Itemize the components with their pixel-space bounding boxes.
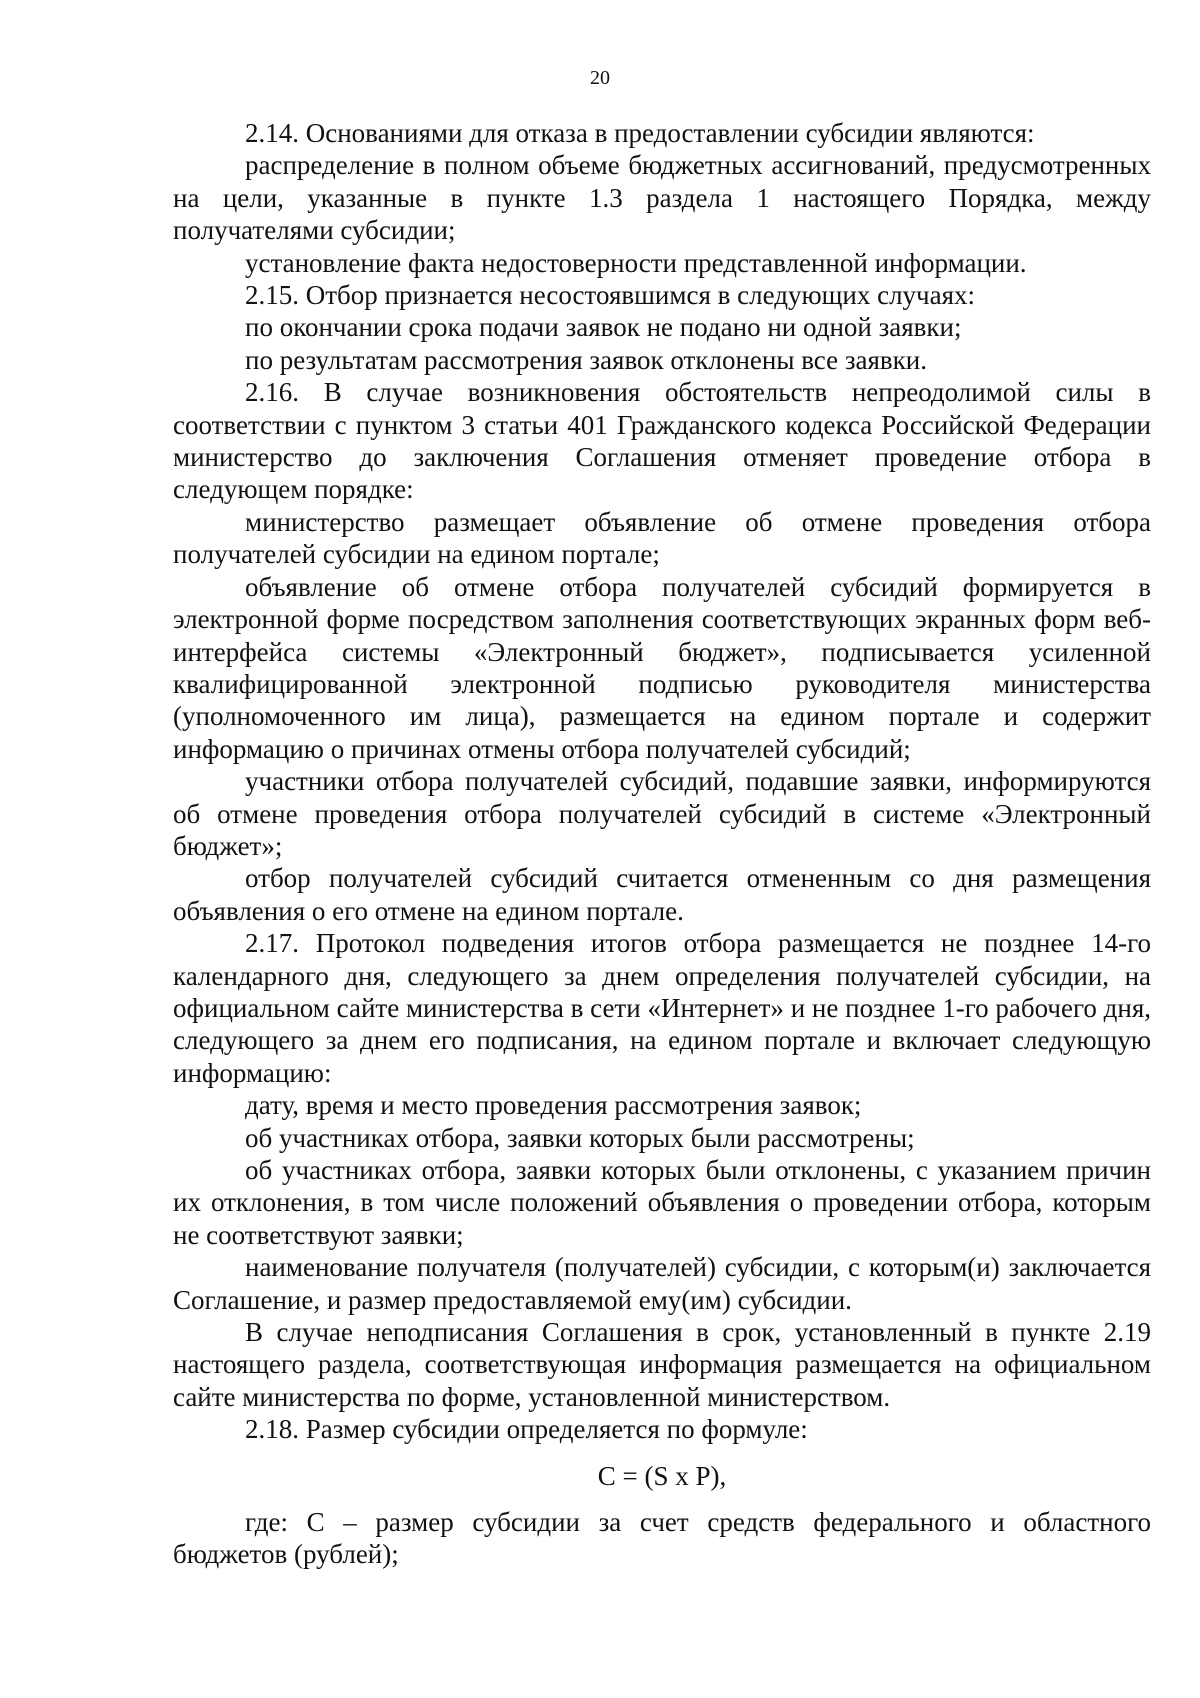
paragraph-2-18: 2.18. Размер субсидии определяется по формуле: (245, 1414, 808, 1445)
paragraph-2-14: 2.14. Основаниями для отказа в предоставлении субсидии являются: (245, 118, 1035, 148)
paragraph-failed-case-2: по результатам рассмотрения заявок отклонены все заявки. (245, 344, 927, 375)
paragraph-protocol-info-3: об участниках отбора, заявки которых были отклонены, с указанием причин их отклонения, в том числе положений объявления о проведении отбора, которым не соответствуют заявки; (173, 1155, 1151, 1250)
paragraph-failed-case-1: по окончании срока подачи заявок не подано ни одной заявки; (245, 312, 962, 343)
paragraph-formula-explanation: где: С – размер субсидии за счет средств федерального и областного бюджетов (рублей); (173, 1507, 1151, 1570)
paragraph-cancel-step-1: министерство размещает объявление об отмене проведения отбора получателей субсидии на едином портале; (173, 506, 1151, 570)
page-number: 20 (590, 67, 610, 89)
paragraph-refusal-ground-1: распределение в полном объеме бюджетных ассигнований, предусмотренных на цели, указанные в пункте 1.3 раздела 1 настоящего Порядка, между получателями субсидии; (173, 150, 1151, 246)
paragraph-refusal-ground-2: установление факта недостоверности представленной информации. (245, 247, 1027, 278)
paragraph-2-15: 2.15. Отбор признается несостоявшимся в следующих случаях: (245, 280, 976, 311)
paragraph-cancel-step-3: участники отбора получателей субсидий, подавшие заявки, информируются об отмене проведения отбора получателей субсидий в системе «Электронный бюджет»; (173, 766, 1151, 861)
paragraph-2-17: 2.17. Протокол подведения итогов отбора размещается не позднее 14-го календарного дня, следующего за днем определения получателей субсидии, на официальном сайте министерства в сети «Интернет» и не позднее 1-го рабочего дня, следующего за днем его подписания, на едином портале и включает следующую информацию: (173, 928, 1151, 1088)
paragraph-unsigned-agreement: В случае неподписания Соглашения в срок, установленный в пункте 2.19 настоящего раздела, соответствующая информация размещается на официальном сайте министерства по форме, установленной министерством. (173, 1317, 1151, 1412)
paragraph-protocol-info-4: наименование получателя (получателей) субсидии, с которым(и) заключается Соглашение, и размер предоставляемой ему(им) субсидии. (173, 1252, 1151, 1315)
paragraph-2-16: 2.16. В случае возникновения обстоятельств непреодолимой силы в соответствии с пунктом 3 статьи 401 Гражданского кодекса Российской Федерации министерство до заключения Соглашения отменяет проведение отбора в следующем порядке: (173, 377, 1151, 505)
document-body (173, 117, 1151, 1571)
subsidy-formula: С = (S x P), (597, 1460, 727, 1491)
paragraph-cancel-step-2: объявление об отмене отбора получателей субсидий формируется в электронной форме посредством заполнения соответствующих экранных форм веб-интерфейса системы «Электронный бюджет», подписывается усиленной квалифицированной электронной подписью руководителя министерства (уполномоченного им лица), размещается на едином портале и содержит информацию о причинах отмены отбора получателей субсидий; (173, 571, 1151, 764)
paragraph-protocol-info-1: дату, время и место проведения рассмотрения заявок; (245, 1090, 862, 1121)
paragraph-cancel-step-4: отбор получателей субсидий считается отмененным со дня размещения объявления о его отмене на едином портале. (173, 863, 1151, 926)
paragraph-protocol-info-2: об участниках отбора, заявки которых были рассмотрены; (245, 1122, 915, 1153)
